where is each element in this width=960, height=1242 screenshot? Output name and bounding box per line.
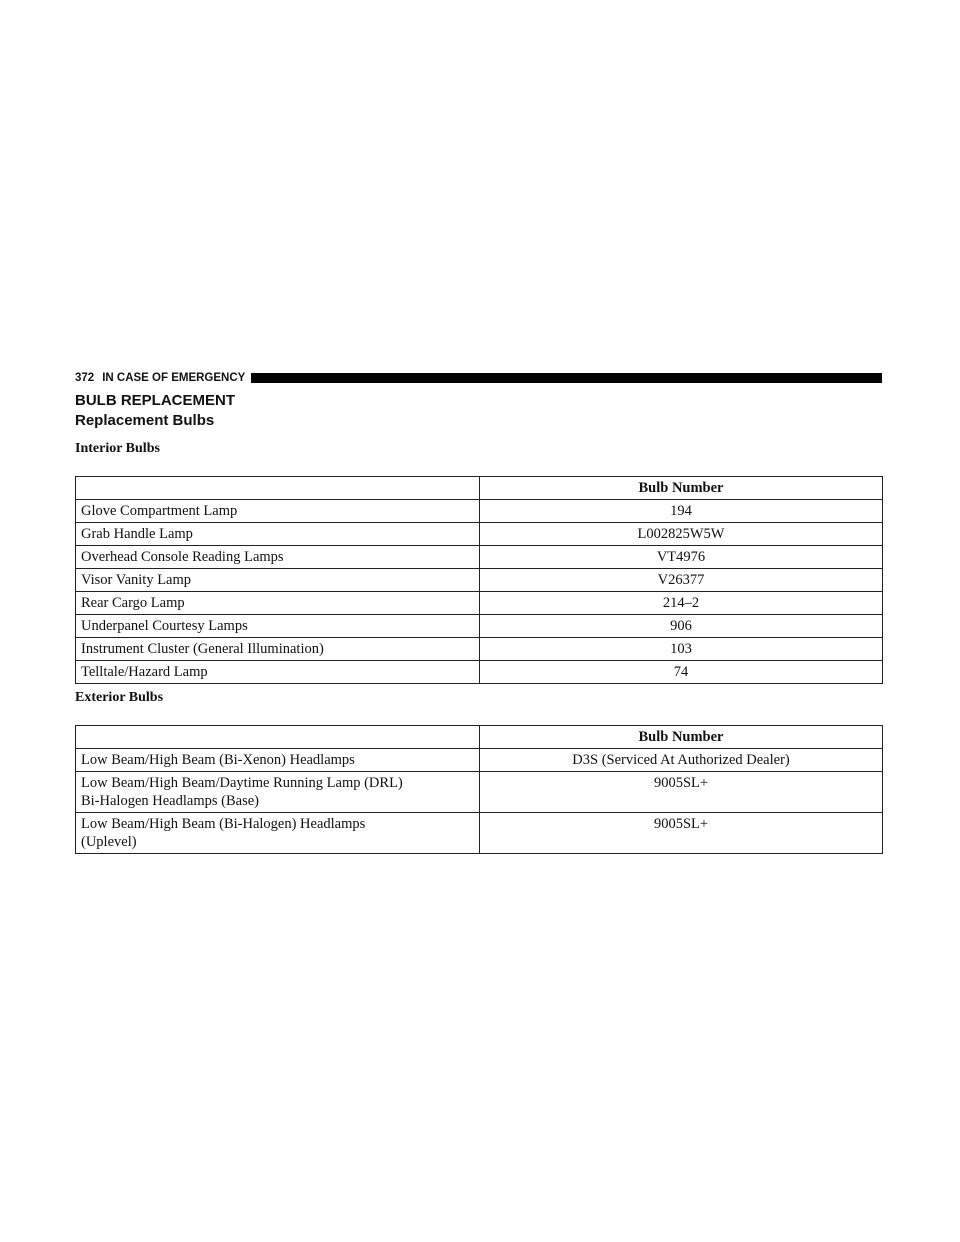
- lamp-name: Instrument Cluster (General Illumination): [76, 638, 480, 661]
- lamp-name: Telltale/Hazard Lamp: [76, 661, 480, 684]
- page-subtitle: Replacement Bulbs: [75, 412, 215, 429]
- lamp-name: Grab Handle Lamp: [76, 523, 480, 546]
- bulb-number: 9005SL+: [480, 772, 883, 813]
- column-header-bulb-number: Bulb Number: [480, 726, 883, 749]
- lamp-name-line: Low Beam/High Beam (Bi-Xenon) Headlamps: [81, 752, 355, 768]
- table-row: [76, 772, 883, 813]
- table-row: [76, 592, 883, 615]
- header-rule: [251, 373, 882, 383]
- page-title: BULB REPLACEMENT: [75, 392, 235, 409]
- interior-bulbs-heading: Interior Bulbs: [75, 441, 160, 456]
- lamp-name: [76, 813, 480, 854]
- bulb-number: VT4976: [480, 546, 883, 569]
- bulb-number: D3S (Serviced At Authorized Dealer): [480, 749, 883, 772]
- table-row: [76, 546, 883, 569]
- page-header: [75, 371, 882, 385]
- bulb-number: 214–2: [480, 592, 883, 615]
- exterior-bulbs-heading: Exterior Bulbs: [75, 690, 164, 705]
- table-row: [76, 638, 883, 661]
- bulb-number: L002825W5W: [480, 523, 883, 546]
- interior-bulbs-table: [75, 476, 883, 684]
- bulb-number: 194: [480, 500, 883, 523]
- lamp-name-line: Low Beam/High Beam/Daytime Running Lamp (DRL): [81, 775, 403, 791]
- table-header-row: [76, 477, 883, 500]
- lamp-name: Visor Vanity Lamp: [76, 569, 480, 592]
- table-row: [76, 661, 883, 684]
- bulb-number: 9005SL+: [480, 813, 883, 854]
- column-header-bulb-number: Bulb Number: [480, 477, 883, 500]
- lamp-name: Rear Cargo Lamp: [76, 592, 480, 615]
- column-header-lamp: [76, 726, 480, 749]
- lamp-name-line: Low Beam/High Beam (Bi-Halogen) Headlamps: [81, 816, 366, 832]
- lamp-name: Overhead Console Reading Lamps: [76, 546, 480, 569]
- page-number: 372: [75, 372, 95, 384]
- lamp-name: Underpanel Courtesy Lamps: [76, 615, 480, 638]
- table-row: [76, 569, 883, 592]
- section-name: IN CASE OF EMERGENCY: [102, 372, 246, 384]
- lamp-name: Glove Compartment Lamp: [76, 500, 480, 523]
- table-header-row: [76, 726, 883, 749]
- column-header-lamp: [76, 477, 480, 500]
- lamp-name: [76, 749, 480, 772]
- table-row: [76, 813, 883, 854]
- table-row: [76, 523, 883, 546]
- lamp-name-line: Bi-Halogen Headlamps (Base): [81, 793, 259, 809]
- lamp-name: [76, 772, 480, 813]
- bulb-number: 74: [480, 661, 883, 684]
- lamp-name-line: (Uplevel): [81, 834, 137, 850]
- exterior-bulbs-table: [75, 725, 883, 854]
- table-row: [76, 749, 883, 772]
- bulb-number: 103: [480, 638, 883, 661]
- bulb-number: 906: [480, 615, 883, 638]
- table-row: [76, 500, 883, 523]
- table-row: [76, 615, 883, 638]
- bulb-number: V26377: [480, 569, 883, 592]
